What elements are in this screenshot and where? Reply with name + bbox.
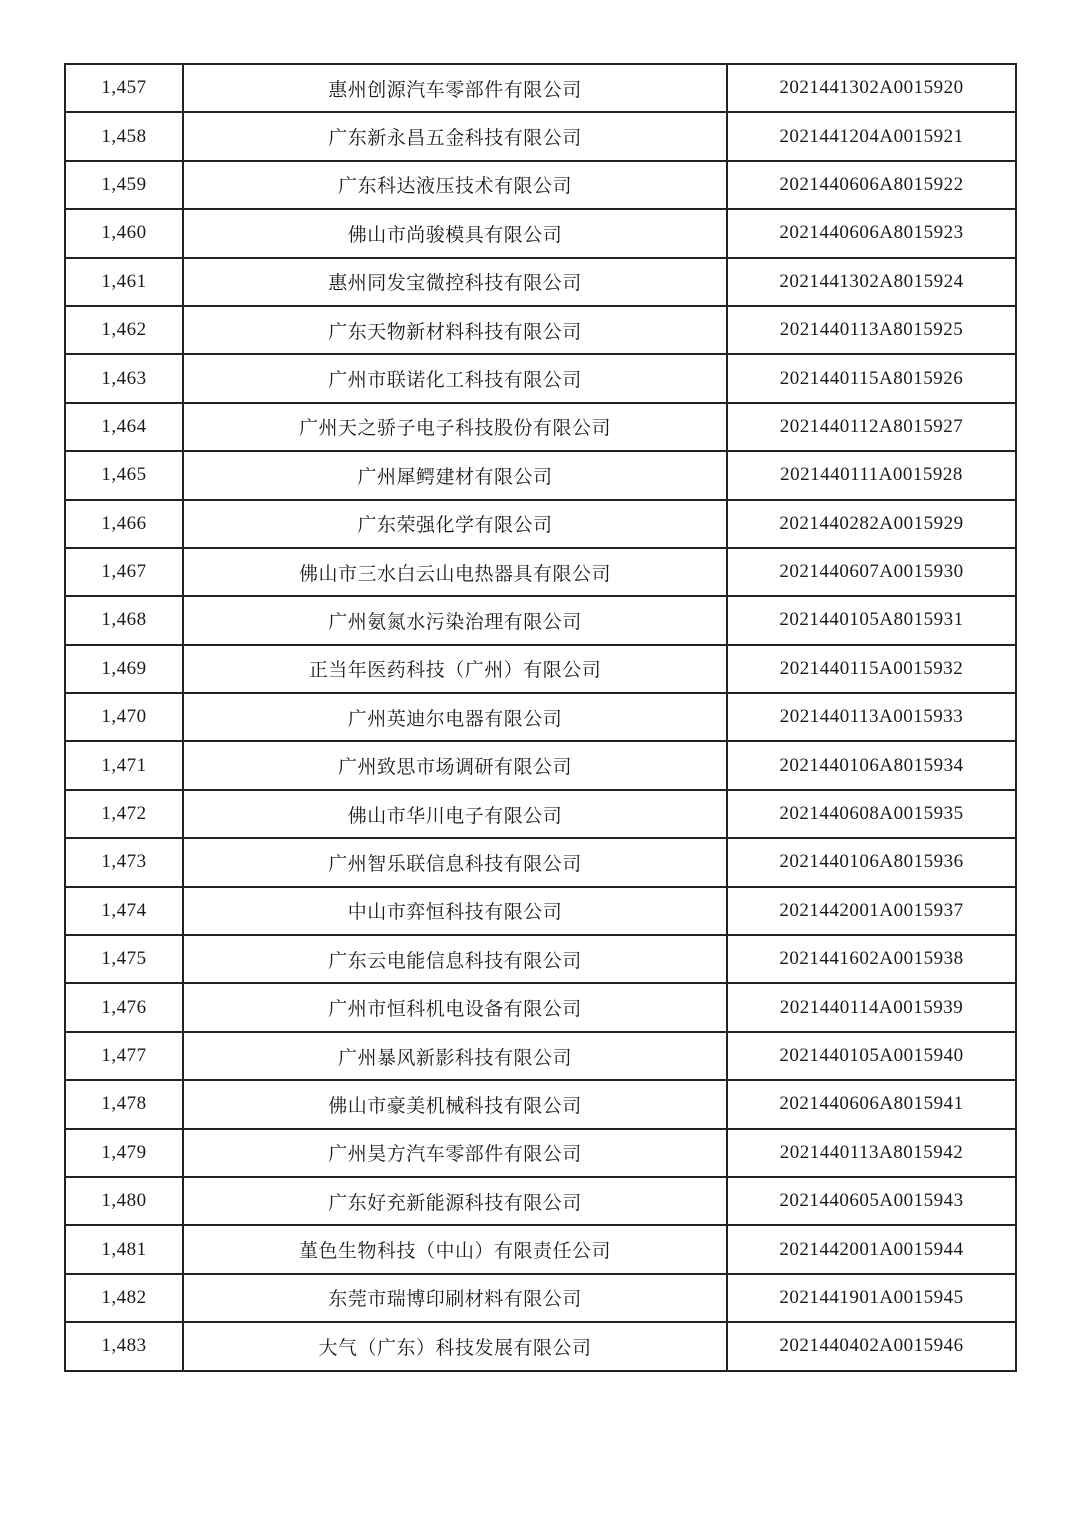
- company-name: 广州市恒科机电设备有限公司: [183, 983, 727, 1031]
- company-name: 佛山市华川电子有限公司: [183, 790, 727, 838]
- row-index: 1,464: [65, 403, 183, 451]
- row-index: 1,465: [65, 451, 183, 499]
- registration-code: 2021440608A0015935: [727, 790, 1016, 838]
- row-index: 1,474: [65, 887, 183, 935]
- table-row: [65, 306, 1016, 354]
- company-name: 广州英迪尔电器有限公司: [183, 693, 727, 741]
- registration-code: 2021440606A8015923: [727, 209, 1016, 257]
- registration-code: 2021440115A8015926: [727, 354, 1016, 402]
- registration-code: 2021440282A0015929: [727, 500, 1016, 548]
- row-index: 1,480: [65, 1177, 183, 1225]
- row-index: 1,463: [65, 354, 183, 402]
- registration-code: 2021441901A0015945: [727, 1274, 1016, 1322]
- table-row: [65, 1177, 1016, 1225]
- row-index: 1,475: [65, 935, 183, 983]
- table-row: [65, 451, 1016, 499]
- company-name: 广东云电能信息科技有限公司: [183, 935, 727, 983]
- row-index: 1,461: [65, 258, 183, 306]
- registration-code: 2021440115A0015932: [727, 645, 1016, 693]
- row-index: 1,460: [65, 209, 183, 257]
- row-index: 1,483: [65, 1322, 183, 1370]
- row-index: 1,473: [65, 838, 183, 886]
- table-row: [65, 887, 1016, 935]
- table-row: [65, 258, 1016, 306]
- table-row: [65, 1129, 1016, 1177]
- table-row: [65, 645, 1016, 693]
- table-row: [65, 1322, 1016, 1370]
- row-index: 1,482: [65, 1274, 183, 1322]
- company-name: 广东科达液压技术有限公司: [183, 161, 727, 209]
- table-row: [65, 693, 1016, 741]
- row-index: 1,467: [65, 548, 183, 596]
- company-name: 佛山市尚骏模具有限公司: [183, 209, 727, 257]
- registration-code: 2021440105A0015940: [727, 1032, 1016, 1080]
- table-row: [65, 161, 1016, 209]
- row-index: 1,462: [65, 306, 183, 354]
- row-index: 1,476: [65, 983, 183, 1031]
- table-row: [65, 209, 1016, 257]
- table-row: [65, 1032, 1016, 1080]
- table-row: [65, 64, 1016, 112]
- registration-code: 2021440114A0015939: [727, 983, 1016, 1031]
- table-row: [65, 1080, 1016, 1128]
- row-index: 1,471: [65, 741, 183, 789]
- registration-code: 2021442001A0015944: [727, 1225, 1016, 1273]
- company-name: 东莞市瑞博印刷材料有限公司: [183, 1274, 727, 1322]
- table-row: [65, 112, 1016, 160]
- table-row: [65, 1225, 1016, 1273]
- company-name: 惠州创源汽车零部件有限公司: [183, 64, 727, 112]
- registration-code: 2021440106A8015934: [727, 741, 1016, 789]
- row-index: 1,472: [65, 790, 183, 838]
- registration-code: 2021440105A8015931: [727, 596, 1016, 644]
- row-index: 1,469: [65, 645, 183, 693]
- registry-table-body: [65, 64, 1016, 1371]
- row-index: 1,477: [65, 1032, 183, 1080]
- company-name: 广州天之骄子电子科技股份有限公司: [183, 403, 727, 451]
- table-row: [65, 983, 1016, 1031]
- row-index: 1,481: [65, 1225, 183, 1273]
- table-row: [65, 596, 1016, 644]
- row-index: 1,458: [65, 112, 183, 160]
- registration-code: 2021440113A0015933: [727, 693, 1016, 741]
- registration-code: 2021440112A8015927: [727, 403, 1016, 451]
- table-row: [65, 403, 1016, 451]
- registration-code: 2021441204A0015921: [727, 112, 1016, 160]
- company-name: 广州致思市场调研有限公司: [183, 741, 727, 789]
- registration-code: 2021441302A8015924: [727, 258, 1016, 306]
- row-index: 1,479: [65, 1129, 183, 1177]
- registration-code: 2021440606A8015922: [727, 161, 1016, 209]
- company-name: 佛山市三水白云山电热器具有限公司: [183, 548, 727, 596]
- company-name: 广州市联诺化工科技有限公司: [183, 354, 727, 402]
- row-index: 1,468: [65, 596, 183, 644]
- registration-code: 2021442001A0015937: [727, 887, 1016, 935]
- row-index: 1,466: [65, 500, 183, 548]
- table-row: [65, 1274, 1016, 1322]
- row-index: 1,478: [65, 1080, 183, 1128]
- company-name: 广州暴风新影科技有限公司: [183, 1032, 727, 1080]
- company-name: 广州犀鳄建材有限公司: [183, 451, 727, 499]
- registration-code: 2021440605A0015943: [727, 1177, 1016, 1225]
- registration-code: 2021440113A8015942: [727, 1129, 1016, 1177]
- company-name: 正当年医药科技（广州）有限公司: [183, 645, 727, 693]
- registration-code: 2021440113A8015925: [727, 306, 1016, 354]
- table-row: [65, 500, 1016, 548]
- table-row: [65, 354, 1016, 402]
- registration-code: 2021440607A0015930: [727, 548, 1016, 596]
- company-name: 中山市弈恒科技有限公司: [183, 887, 727, 935]
- registration-code: 2021441602A0015938: [727, 935, 1016, 983]
- company-registry-table: [64, 63, 1017, 1372]
- row-index: 1,459: [65, 161, 183, 209]
- company-name: 堇色生物科技（中山）有限责任公司: [183, 1225, 727, 1273]
- company-name: 大气（广东）科技发展有限公司: [183, 1322, 727, 1370]
- table-row: [65, 548, 1016, 596]
- registry-table-container: [64, 63, 1015, 1372]
- registration-code: 2021440111A0015928: [727, 451, 1016, 499]
- company-name: 佛山市豪美机械科技有限公司: [183, 1080, 727, 1128]
- registration-code: 2021440402A0015946: [727, 1322, 1016, 1370]
- company-name: 广东新永昌五金科技有限公司: [183, 112, 727, 160]
- company-name: 广州氨氮水污染治理有限公司: [183, 596, 727, 644]
- registration-code: 2021441302A0015920: [727, 64, 1016, 112]
- table-row: [65, 838, 1016, 886]
- company-name: 惠州同发宝微控科技有限公司: [183, 258, 727, 306]
- row-index: 1,470: [65, 693, 183, 741]
- table-row: [65, 935, 1016, 983]
- company-name: 广州智乐联信息科技有限公司: [183, 838, 727, 886]
- table-row: [65, 790, 1016, 838]
- company-name: 广东好充新能源科技有限公司: [183, 1177, 727, 1225]
- registration-code: 2021440606A8015941: [727, 1080, 1016, 1128]
- company-name: 广东荣强化学有限公司: [183, 500, 727, 548]
- company-name: 广东天物新材料科技有限公司: [183, 306, 727, 354]
- registration-code: 2021440106A8015936: [727, 838, 1016, 886]
- table-row: [65, 741, 1016, 789]
- row-index: 1,457: [65, 64, 183, 112]
- company-name: 广州昊方汽车零部件有限公司: [183, 1129, 727, 1177]
